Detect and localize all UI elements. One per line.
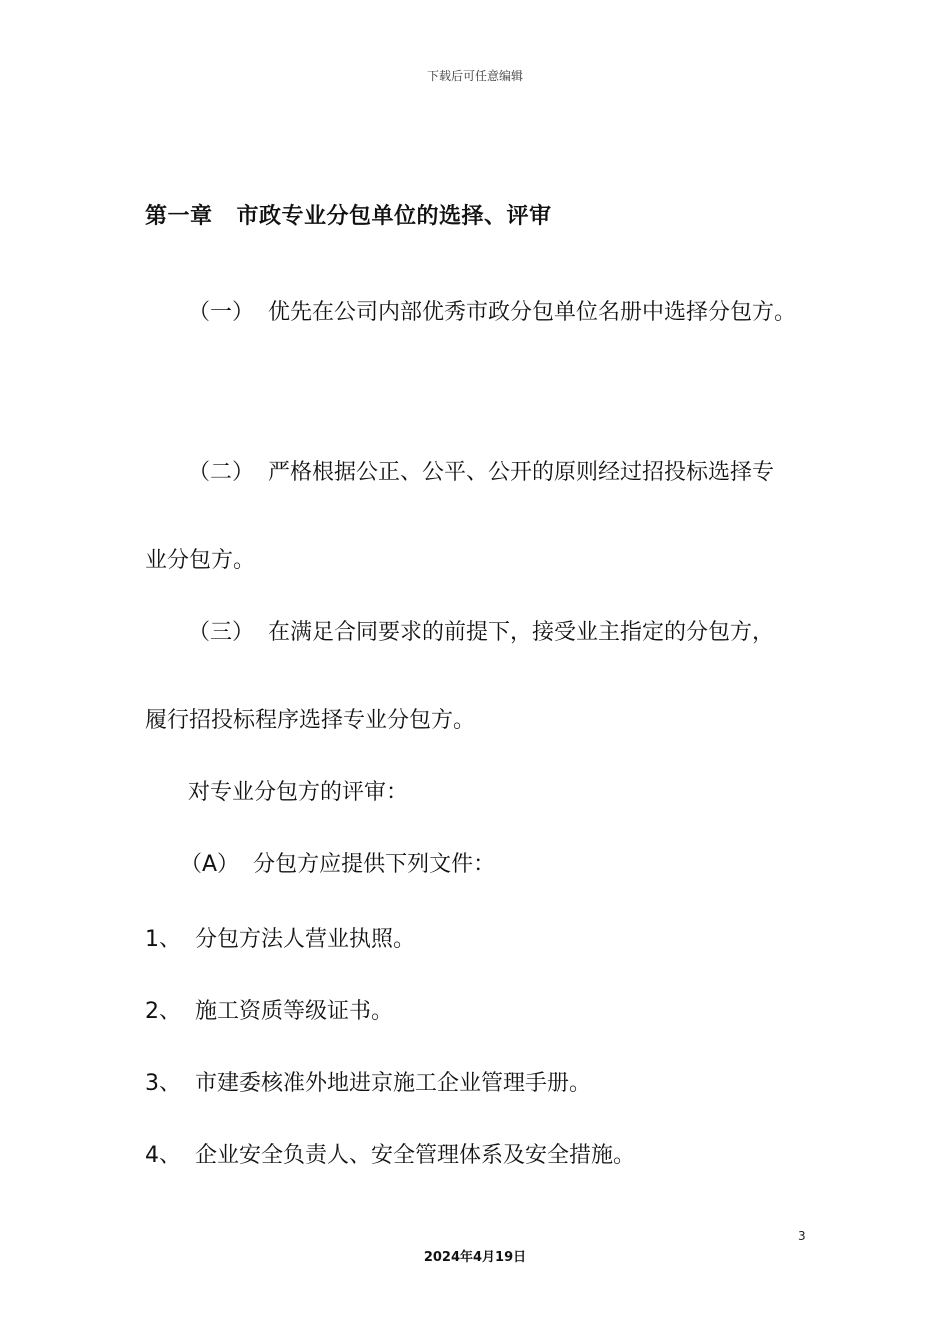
item-three-continuation: 履行招投标程序选择专业分包方。 (145, 708, 476, 733)
list-item (145, 1141, 635, 1171)
list-item-number: 2、 (145, 999, 181, 1024)
footer-date: 2024年4月19日 (423, 1250, 527, 1265)
list-item (145, 997, 393, 1027)
chapter-label: 第一章 (145, 204, 213, 229)
list-item (145, 925, 415, 955)
header-note: 下载后可任意编辑 (426, 69, 523, 83)
item-two (188, 458, 774, 488)
chapter-title (145, 199, 552, 230)
list-item (145, 1069, 591, 1099)
section-a (180, 850, 495, 880)
page-number: 3 (798, 1229, 806, 1243)
item-one (188, 298, 796, 328)
review-heading: 对专业分包方的评审： (188, 780, 409, 805)
list-item-number: 4、 (145, 1143, 181, 1168)
list-item-text: 分包方法人营业执照。 (195, 927, 416, 952)
item-one-text: 优先在公司内部优秀市政分包单位名册中选择分包方。 (268, 300, 797, 325)
list-item-number: 1、 (145, 927, 181, 952)
item-two-continuation: 业分包方。 (145, 548, 256, 573)
item-three-text: 在满足合同要求的前提下，接受业主指定的分包方， (268, 620, 775, 645)
chapter-heading: 市政专业分包单位的选择、评审 (236, 204, 552, 229)
item-three-marker: （三） (188, 620, 255, 645)
item-two-marker: （二） (188, 460, 255, 485)
list-item-text: 施工资质等级证书。 (195, 999, 394, 1024)
list-item-text: 市建委核准外地进京施工企业管理手册。 (195, 1071, 592, 1096)
item-one-marker: （一） (188, 300, 255, 325)
section-a-marker: （A） (180, 852, 240, 877)
item-three (188, 618, 774, 648)
list-item-text: 企业安全负责人、安全管理体系及安全措施。 (195, 1143, 636, 1168)
list-item-number: 3、 (145, 1071, 181, 1096)
item-two-text: 严格根据公正、公平、公开的原则经过招投标选择专 (268, 460, 775, 485)
section-a-text: 分包方应提供下列文件： (253, 852, 496, 877)
